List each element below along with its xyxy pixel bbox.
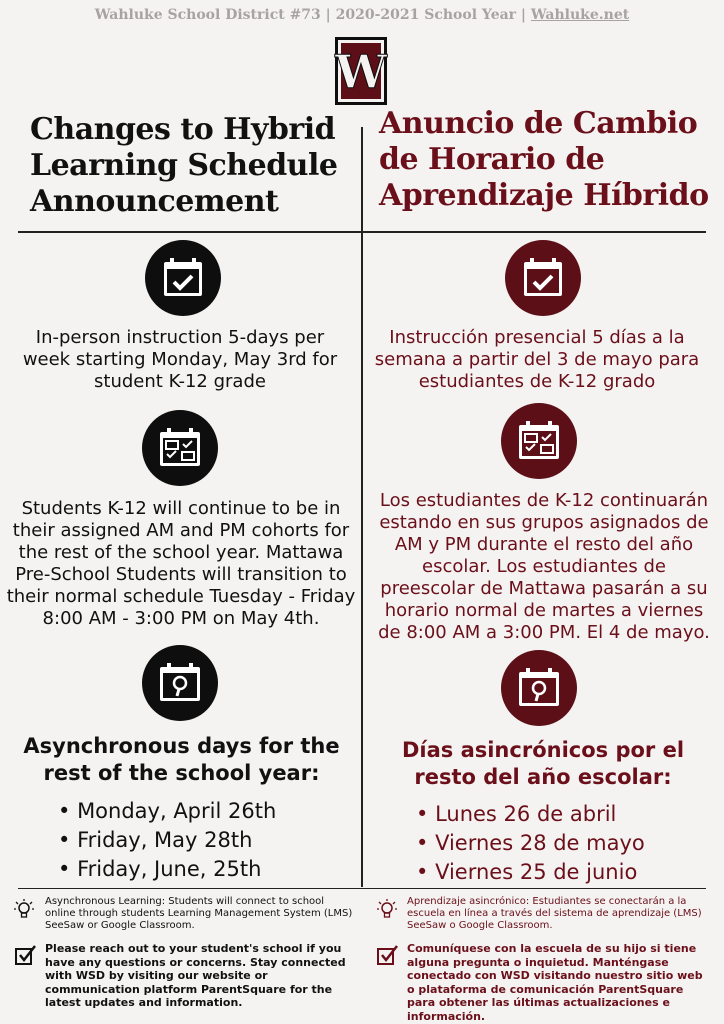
checkbox-icon-es	[376, 943, 400, 967]
spanish-section2: Los estudiantes de K-12 continuarán estando en sus grupos asignados de AM y PM durante el resto del año escolar. Los estudiantes de preescolar de Mattawa pasarán a su horario normal de martes a viernes de 8:00 AM a 3:00 PM. El 4 de mayo.	[378, 490, 710, 643]
column-divider	[361, 127, 363, 887]
district-header	[0, 7, 724, 23]
english-title: Changes to Hybrid Learning Schedule Announcement	[30, 112, 338, 219]
calendar-check-icon-es	[505, 240, 581, 316]
spanish-async-days	[416, 800, 645, 887]
calendar-check-icon	[145, 240, 221, 316]
checkbox-icon	[14, 943, 38, 967]
spanish-title: Anuncio de Cambio de Horario de Aprendizaje Híbrido	[379, 106, 709, 213]
spanish-contact: Comuníquese con la escuela de su hijo si tiene alguna pregunta o inquietud. Manténgase conectado con WSD visitando nuestro sitio web o plataforma de comunicación ParentSquare para obtener las últimas actualizaciones e información.	[407, 942, 703, 1023]
spanish-footnote: Aprendizaje asincrónico: Estudiantes se conectarán a la escuela en línea a través del sistema de aprendizaje (LMS) SeeSaw o Google Classroom.	[407, 896, 702, 931]
footer-divider	[18, 888, 706, 889]
english-section2: Students K-12 will continue to be in their assigned AM and PM cohorts for the rest of the school year. Mattawa Pre-School Students will transition to their normal schedule Tuesday - Friday 8:00 AM - 3:00 PM on May 4th.	[6, 498, 356, 629]
header-text: Wahluke School District #73 | 2020-2021 School Year |	[94, 7, 531, 23]
english-async-day: • Friday, May 28th	[58, 826, 276, 855]
english-async-day: • Friday, June, 25th	[58, 855, 276, 884]
lightbulb-icon	[12, 897, 36, 921]
english-section1: In-person instruction 5-days per week starting Monday, May 3rd for student K-12 grade	[22, 327, 338, 392]
calendar-search-icon-es	[501, 650, 577, 726]
logo-letter: W	[335, 45, 387, 99]
spanish-section1: Instrucción presencial 5 días a la semana a partir del 3 de mayo para estudiantes de K-12 grado	[374, 327, 700, 392]
english-footnote: Asynchronous Learning: Students will connect to school online through students Learning Management System (LMS) SeeSaw or Google Classroom.	[45, 896, 353, 931]
district-website-link[interactable]: Wahluke.net	[530, 7, 630, 23]
english-async-day: • Monday, April 26th	[58, 797, 276, 826]
english-contact: Please reach out to your student's school if you have any questions or concerns. Stay connected with WSD by visiting our website or communication platform ParentSquare for the latest updates and information.	[45, 942, 346, 1009]
english-async-days	[58, 797, 276, 884]
calendar-search-icon	[142, 645, 218, 721]
title-divider	[18, 231, 706, 233]
calendar-schedule-icon	[142, 410, 218, 486]
lightbulb-icon-es	[375, 897, 399, 921]
district-logo	[334, 36, 388, 106]
spanish-async-day: • Viernes 25 de junio	[416, 858, 645, 887]
calendar-schedule-icon-es	[501, 403, 577, 479]
english-async-title: Asynchronous days for the rest of the school year:	[23, 734, 340, 785]
spanish-async-day: • Lunes 26 de abril	[416, 800, 645, 829]
spanish-async-title: Días asincrónicos por el resto del año escolar:	[401, 738, 685, 789]
spanish-async-day: • Viernes 28 de mayo	[416, 829, 645, 858]
